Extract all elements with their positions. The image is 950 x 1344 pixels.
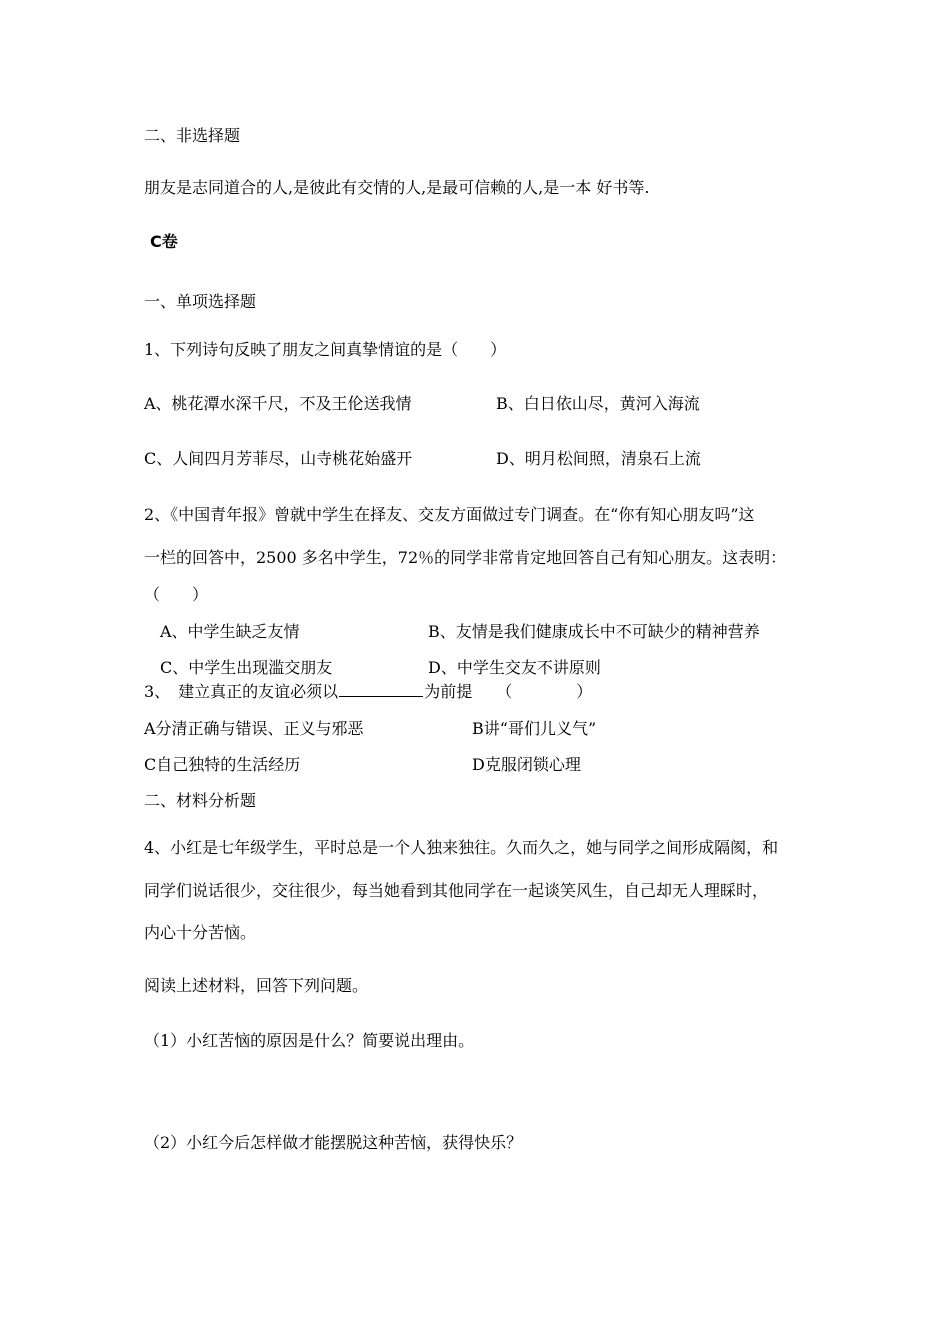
question-3-option-a: A分清正确与错误、正义与邪恶: [144, 719, 364, 738]
question-1-option-d: D、明月松间照，清泉石上流: [496, 449, 701, 468]
section-heading-non-choice: 二、非选择题: [144, 126, 241, 145]
section-heading-material-analysis: 二、材料分析题: [144, 791, 257, 810]
question-3-stem-post: 为前提 （ ）: [424, 682, 593, 701]
question-3-option-d: D克服闭锁心理: [472, 755, 581, 774]
question-2-line-3: （ ）: [144, 585, 209, 604]
question-2-option-d: D、中学生交友不讲原则: [428, 658, 601, 677]
question-3-stem-pre: 3、 建立真正的友谊必须以: [144, 682, 339, 701]
question-2-line-2: 一栏的回答中，2500 多名中学生，72％的同学非常肯定地回答自己有知心朋友。这表明：: [144, 548, 787, 567]
question-4-line-1: 4、小红是七年级学生，平时总是一个人独来独往。久而久之，她与同学之间形成隔阂，和: [144, 838, 779, 857]
question-4-line-2: 同学们说话很少，交往很少，每当她看到其他同学在一起谈笑风生，自己却无人理睬时，: [144, 881, 769, 900]
question-2-option-a: A、中学生缺乏友情: [160, 622, 300, 641]
question-4-sub-2: （2）小红今后怎样做才能摆脱这种苦恼，获得快乐？: [144, 1133, 523, 1152]
question-3-option-b: B讲“哥们儿义气”: [472, 719, 597, 738]
question-1-option-a: A、桃花潭水深千尺，不及王伦送我情: [144, 394, 412, 413]
question-2-option-b: B、友情是我们健康成长中不可缺少的精神营养: [428, 622, 760, 641]
question-2-line-1: 2、《中国青年报》曾就中学生在择友、交友方面做过专门调查。在“你有知心朋友吗”这: [144, 505, 755, 524]
question-3-stem: [144, 682, 592, 702]
answer-blank: [339, 682, 423, 697]
question-1-option-b: B、白日依山尽，黄河入海流: [496, 394, 700, 413]
section-heading-single-choice: 一、单项选择题: [144, 292, 257, 311]
question-4-line-3: 内心十分苦恼。: [144, 923, 257, 942]
question-2-option-c: C、中学生出现滥交朋友: [160, 658, 333, 677]
question-1-stem: 1、下列诗句反映了朋友之间真挚情谊的是（ ）: [144, 340, 507, 359]
question-3-option-c: C自己独特的生活经历: [144, 755, 301, 774]
paper-c-title: C卷: [150, 232, 178, 251]
answer-text: 朋友是志同道合的人,是彼此有交情的人,是最可信赖的人,是一本 好书等.: [144, 178, 650, 197]
question-4-sub-1: （1）小红苦恼的原因是什么？简要说出理由。: [144, 1031, 475, 1050]
question-1-option-c: C、人间四月芳菲尽，山寺桃花始盛开: [144, 449, 413, 468]
question-4-prompt: 阅读上述材料，回答下列问题。: [144, 976, 369, 995]
